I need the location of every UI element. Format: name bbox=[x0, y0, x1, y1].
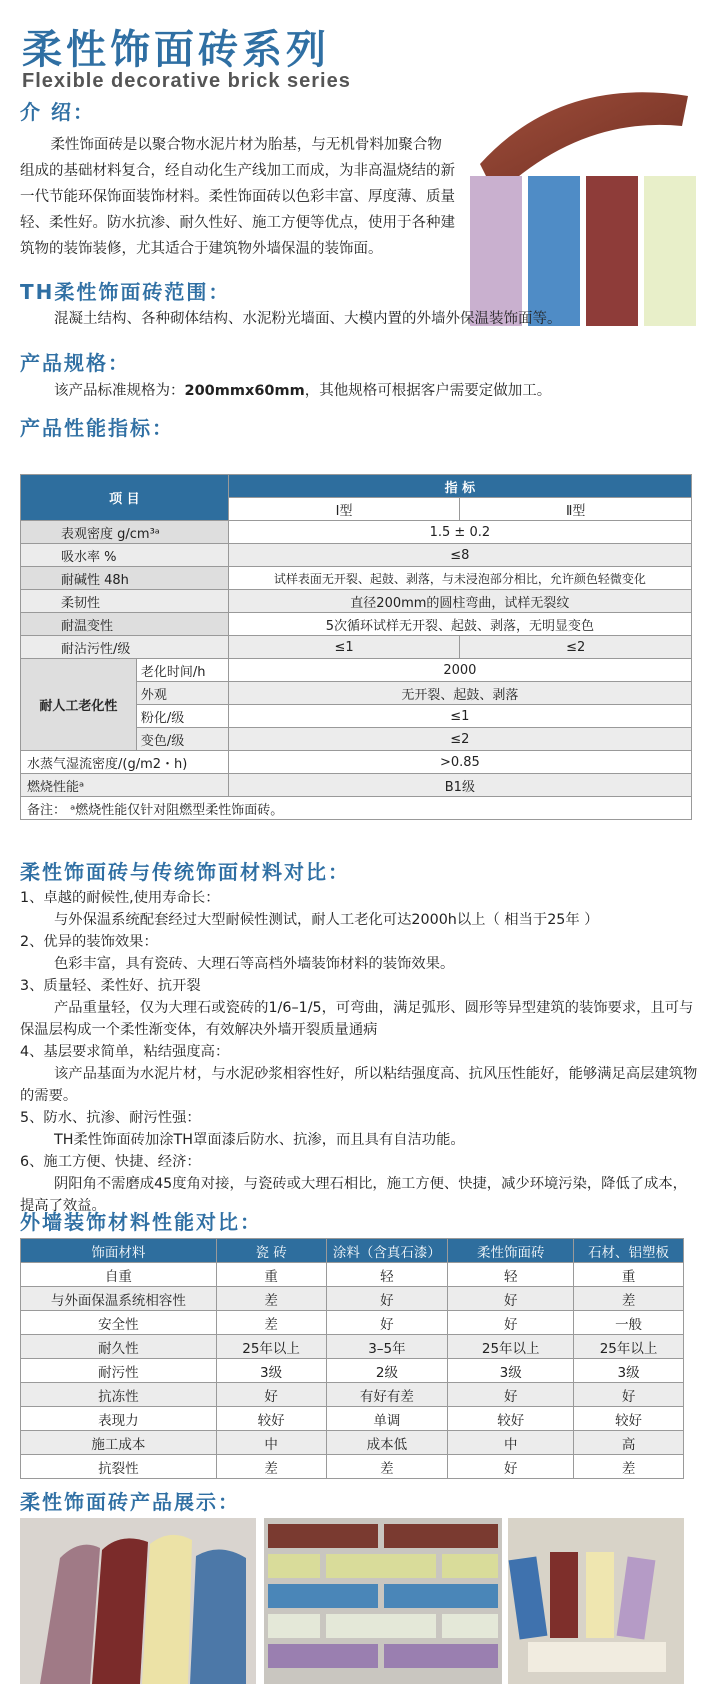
table-cell: 差 bbox=[574, 1287, 684, 1311]
table-cell: 重 bbox=[574, 1263, 684, 1287]
table-cell: 较好 bbox=[448, 1407, 574, 1431]
table-cell: 中 bbox=[216, 1431, 326, 1455]
table-cell: 高 bbox=[574, 1431, 684, 1455]
table-cell: 3级 bbox=[448, 1359, 574, 1383]
spec-text-pre: 该产品标准规格为： bbox=[54, 383, 185, 399]
intro-heading: 介 绍： bbox=[20, 100, 95, 124]
table-note: 备注： ᵃ燃烧性能仅针对阻燃型柔性饰面砖。 bbox=[21, 797, 692, 820]
performance-table bbox=[20, 474, 692, 820]
list-item-desc: 产品重量轻，仅为大理石或瓷砖的1/6–1/5，可弯曲，满足弧形、圆形等异型建筑的装饰要求，且可与保温层构成一个柔性渐变体，有效解决外墙开裂质量通病 bbox=[20, 1000, 694, 1038]
table-row: 外观 无开裂、起鼓、剥落 bbox=[21, 682, 692, 705]
table-row bbox=[21, 1455, 684, 1479]
row-label-cell: 耐久性 bbox=[21, 1335, 217, 1359]
table-row: 粉化/级 ≤1 bbox=[21, 705, 692, 728]
table-cell: 有好有差 bbox=[326, 1383, 448, 1407]
list-item-title: 4、基层要求简单，粘结强度高： bbox=[20, 1044, 230, 1060]
table-cell: 好 bbox=[216, 1383, 326, 1407]
table-cell: 25年以上 bbox=[216, 1335, 326, 1359]
brick-purple bbox=[470, 176, 522, 326]
list-item-desc: 色彩丰富，具有瓷砖、大理石等高档外墙装饰材料的装饰效果。 bbox=[54, 956, 455, 972]
table-cell: 3级 bbox=[216, 1359, 326, 1383]
col-index-header: 指 标 bbox=[228, 475, 691, 498]
page-subtitle: Flexible decorative brick series bbox=[22, 70, 351, 92]
materials-header-row bbox=[21, 1239, 684, 1263]
list-item-desc: 该产品基面为水泥片材，与水泥砂浆相容性好，所以粘结强度高、抗风压性能好，能够满足高层建筑物的需要。 bbox=[20, 1066, 698, 1104]
table-cell: 单调 bbox=[326, 1407, 448, 1431]
table-row: 耐温变性 5次循环试样无开裂、起鼓、剥落，无明显变色 bbox=[21, 613, 692, 636]
list-item-title: 1、卓越的耐候性,使用寿命长： bbox=[20, 890, 220, 906]
row-label-cell: 抗冻性 bbox=[21, 1383, 217, 1407]
brick-sample-image bbox=[470, 86, 698, 326]
materials-col-header: 涂料（含真石漆） bbox=[326, 1239, 448, 1263]
spec-heading: 产品规格： bbox=[20, 351, 130, 375]
table-row bbox=[21, 1287, 684, 1311]
table-row bbox=[21, 1263, 684, 1287]
table-row: 表观密度 g/cm³ᵃ 1.5 ± 0.2 bbox=[21, 521, 692, 544]
table-cell: 差 bbox=[216, 1287, 326, 1311]
table-cell: 轻 bbox=[448, 1263, 574, 1287]
materials-heading: 外墙装饰材料性能对比： bbox=[20, 1210, 262, 1234]
comparison-heading: 柔性饰面砖与传统饰面材料对比： bbox=[20, 860, 350, 884]
table-row bbox=[21, 1335, 684, 1359]
performance-heading: 产品性能指标： bbox=[20, 416, 174, 440]
table-cell: 较好 bbox=[216, 1407, 326, 1431]
table-cell: 25年以上 bbox=[448, 1335, 574, 1359]
table-cell: 成本低 bbox=[326, 1431, 448, 1455]
list-item-desc: TH柔性饰面砖加涂TH罩面漆后防水、抗渗，而且具有自洁功能。 bbox=[54, 1132, 465, 1148]
brick-cream bbox=[644, 176, 696, 326]
materials-col-header: 石材、铝塑板 bbox=[574, 1239, 684, 1263]
spec-line bbox=[54, 378, 551, 404]
col-type2-header: Ⅱ型 bbox=[460, 498, 692, 521]
table-cell: 3级 bbox=[574, 1359, 684, 1383]
materials-col-header: 柔性饰面砖 bbox=[448, 1239, 574, 1263]
list-item-title: 2、优异的装饰效果： bbox=[20, 934, 158, 950]
table-row: 燃烧性能ᵃ B1级 bbox=[21, 774, 692, 797]
table-cell: 好 bbox=[448, 1455, 574, 1479]
table-cell: 差 bbox=[326, 1455, 448, 1479]
spec-text-post: ，其他规格可根据客户需要定做加工。 bbox=[304, 383, 552, 399]
col-item-header: 项 目 bbox=[21, 475, 229, 521]
row-label-cell: 安全性 bbox=[21, 1311, 217, 1335]
table-row bbox=[21, 1407, 684, 1431]
list-item-title: 3、质量轻、柔性好、抗开裂 bbox=[20, 978, 201, 994]
table-cell: 差 bbox=[216, 1311, 326, 1335]
materials-col-header: 瓷 砖 bbox=[216, 1239, 326, 1263]
list-item-desc: 阴阳角不需磨成45度角对接，与瓷砖或大理石相比，施工方便、快捷，减少环境污染，降低了成本，提高了效益。 bbox=[20, 1176, 687, 1214]
table-cell: 较好 bbox=[574, 1407, 684, 1431]
table-cell: 2级 bbox=[326, 1359, 448, 1383]
row-label-cell: 表现力 bbox=[21, 1407, 217, 1431]
table-cell: 好 bbox=[574, 1383, 684, 1407]
showcase-heading: 柔性饰面砖产品展示： bbox=[20, 1490, 240, 1514]
brick-red bbox=[586, 176, 638, 326]
table-cell: 25年以上 bbox=[574, 1335, 684, 1359]
table-row: 耐碱性 48h 试样表面无开裂、起鼓、剥落，与未浸泡部分相比，允许颜色轻微变化 bbox=[21, 567, 692, 590]
table-row bbox=[21, 1431, 684, 1455]
table-cell: 3–5年 bbox=[326, 1335, 448, 1359]
table-row bbox=[21, 1383, 684, 1407]
page-title: 柔性饰面砖系列 bbox=[22, 27, 330, 73]
table-cell: 好 bbox=[326, 1311, 448, 1335]
table-cell: 中 bbox=[448, 1431, 574, 1455]
intro-text: 柔性饰面砖是以聚合物水泥片材为胎基，与无机骨料加聚合物组成的基础材料复合，经自动化生产线加工而成，为非高温烧结的新一代节能环保饰面装饰材料。柔性饰面砖以色彩丰富、厚度薄、质量轻、柔性好。防水抗渗、耐久性好、施工方便等优点，使用于各种建筑物的装饰装修，尤其适合于建筑物外墙保温的装饰面。 bbox=[20, 137, 455, 257]
row-label-cell: 施工成本 bbox=[21, 1431, 217, 1455]
table-row bbox=[21, 1311, 684, 1335]
table-row: 耐沾污性/级 ≤1 ≤2 bbox=[21, 636, 692, 659]
table-cell: 差 bbox=[216, 1455, 326, 1479]
table-cell: 好 bbox=[326, 1287, 448, 1311]
list-item-title: 5、防水、抗渗、耐污性强： bbox=[20, 1110, 201, 1126]
materials-table bbox=[20, 1238, 684, 1479]
spec-size-value: 200mmx60mm bbox=[184, 383, 305, 399]
materials-col-header: 饰面材料 bbox=[21, 1239, 217, 1263]
table-cell: 好 bbox=[448, 1383, 574, 1407]
table-cell: 一般 bbox=[574, 1311, 684, 1335]
row-label-cell: 与外面保温系统相容性 bbox=[21, 1287, 217, 1311]
product-photo-curved bbox=[20, 1518, 256, 1684]
table-note-row bbox=[21, 797, 692, 820]
brick-blue bbox=[528, 176, 580, 326]
table-cell: 差 bbox=[574, 1455, 684, 1479]
product-photo-tiles bbox=[508, 1518, 684, 1684]
table-row bbox=[21, 1359, 684, 1383]
table-row: 柔韧性 直径200mm的圆柱弯曲，试样无裂纹 bbox=[21, 590, 692, 613]
row-label-cell: 耐污性 bbox=[21, 1359, 217, 1383]
table-cell: 好 bbox=[448, 1287, 574, 1311]
table-row: 水蒸气湿流密度/(g/m2・h) >0.85 bbox=[21, 751, 692, 774]
row-label-cell: 抗裂性 bbox=[21, 1455, 217, 1479]
scope-text: 混凝土结构、各种砌体结构、水泥粉光墙面、大模内置的外墙外保温装饰面等。 bbox=[54, 311, 562, 327]
table-row: 变色/级 ≤2 bbox=[21, 728, 692, 751]
list-item-title: 6、施工方便、快捷、经济： bbox=[20, 1154, 201, 1170]
row-label-cell: 自重 bbox=[21, 1263, 217, 1287]
table-cell: 重 bbox=[216, 1263, 326, 1287]
table-cell: 轻 bbox=[326, 1263, 448, 1287]
list-item-desc: 与外保温系统配套经过大型耐候性测试，耐人工老化可达2000h以上（ 相当于25年 ） bbox=[54, 912, 599, 928]
col-type1-header: Ⅰ型 bbox=[228, 498, 460, 521]
scope-heading: TH柔性饰面砖范围： bbox=[20, 280, 231, 304]
product-photo-wall bbox=[264, 1518, 502, 1684]
table-cell: 好 bbox=[448, 1311, 574, 1335]
table-row: 吸水率 % ≤8 bbox=[21, 544, 692, 567]
table-row: 耐人工老化性 老化时间/h 2000 bbox=[21, 659, 692, 682]
comparison-list bbox=[20, 887, 700, 1217]
